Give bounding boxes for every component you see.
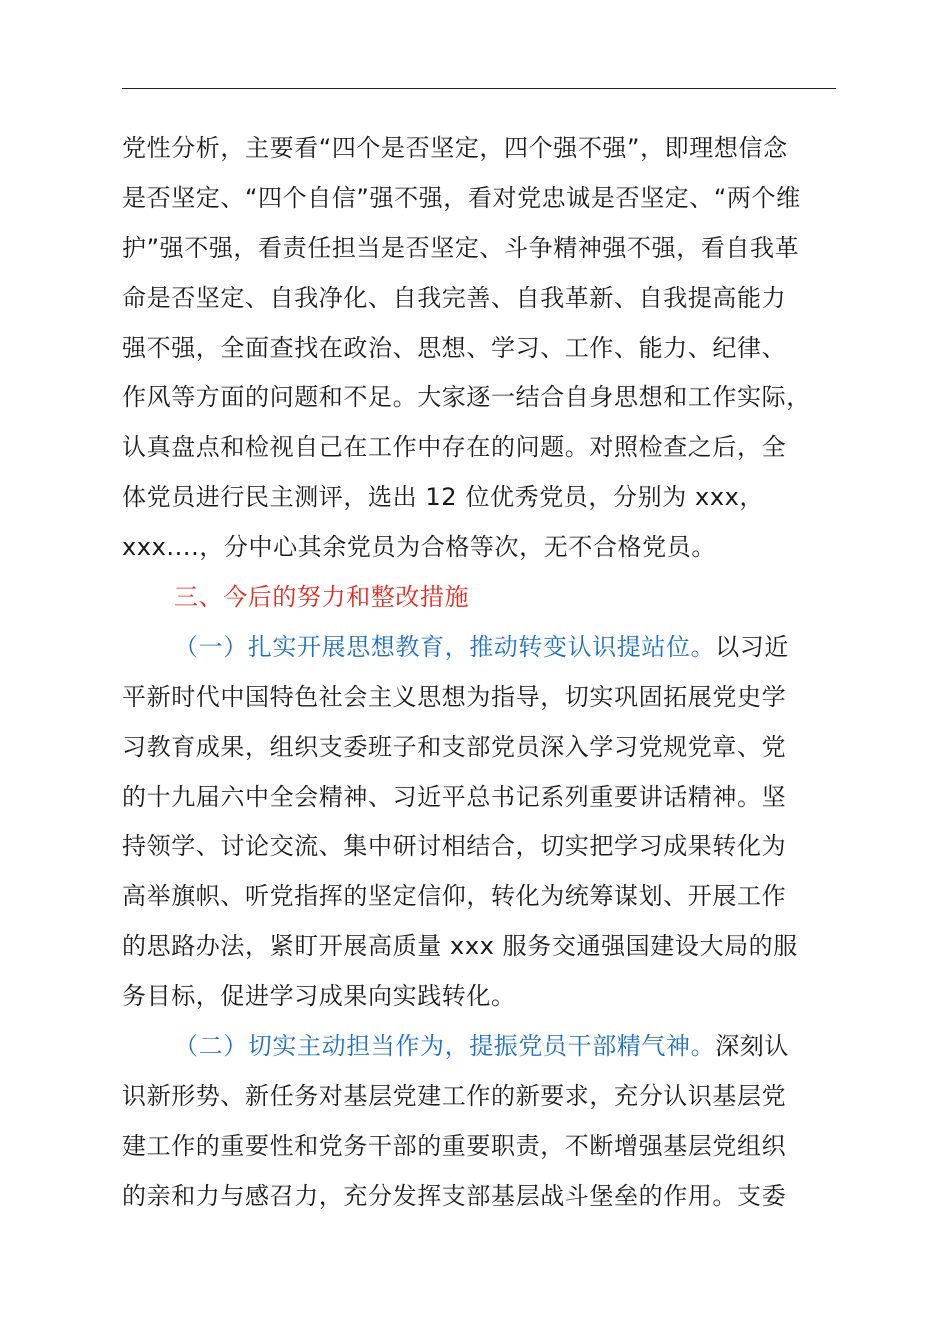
paragraph-item-2 — [122, 1022, 836, 1222]
item-2-first-line-text: 深刻认 — [715, 1032, 790, 1061]
text-line: 平新时代中国特色社会主义思想为指导，切实巩固拓展党史学 — [122, 682, 787, 711]
text-line: 认真盘点和检视自己在工作中存在的问题。对照检查之后，全 — [122, 433, 787, 462]
document-body — [122, 124, 836, 1222]
text-line: 识新形势、新任务对基层党建工作的新要求，充分认识基层党 — [122, 1081, 787, 1110]
text-line: 的十九届六中全会精神、习近平总书记系列重要讲话精神。坚 — [122, 782, 787, 811]
paragraph-item-1 — [122, 623, 836, 1022]
text-line: xxx....，分中心其余党员为合格等次，无不合格党员。 — [122, 533, 716, 562]
text-line: 持领学、讨论交流、集中研讨相结合，切实把学习成果转化为 — [122, 832, 787, 861]
text-line: 务目标，促进学习成果向实践转化。 — [122, 982, 516, 1011]
item-1-first-line-text: 以习近 — [715, 632, 790, 661]
text-line: 强不强，全面查找在政治、思想、学习、工作、能力、纪律、 — [122, 333, 787, 362]
item-2-first-line — [122, 1022, 836, 1072]
item-1-first-line — [122, 623, 836, 673]
text-line: 高举旗帜、听党指挥的坚定信仰，转化为统筹谋划、开展工作 — [122, 882, 787, 911]
text-line: 的思路办法，紧盯开展高质量 xxx 服务交通强国建设大局的服 — [122, 932, 798, 961]
item-1-subheading: （一）扎实开展思想教育，推动转变认识提站位。 — [174, 632, 716, 661]
text-line: 是否坚定、“四个自信”强不强，看对党忠诚是否坚定、“两个维 — [122, 183, 801, 212]
section-heading: 三、今后的努力和整改措施 — [174, 583, 470, 612]
item-2-subheading: （二）切实主动担当作为，提振党员干部精气神。 — [174, 1032, 716, 1061]
text-line: 作风等方面的问题和不足。大家逐一结合自身思想和工作实际， — [122, 383, 811, 412]
header-rule — [122, 88, 836, 89]
paragraph-party-analysis — [122, 124, 836, 573]
text-line: 体党员进行民主测评，选出 12 位优秀党员，分别为 xxx， — [122, 483, 765, 512]
text-line: 习教育成果，组织支委班子和支部党员深入学习党规党章、党 — [122, 732, 787, 761]
text-line: 命是否坚定、自我净化、自我完善、自我革新、自我提高能力 — [122, 283, 787, 312]
text-line: 建工作的重要性和党务干部的重要职责，不断增强基层党组织 — [122, 1131, 787, 1160]
text-line: 党性分析，主要看“四个是否坚定，四个强不强”，即理想信念 — [122, 134, 788, 162]
text-line: 的亲和力与感召力，充分发挥支部基层战斗堡垒的作用。支委 — [122, 1181, 787, 1210]
text-line: 护”强不强，看责任担当是否坚定、斗争精神强不强，看自我革 — [122, 233, 800, 262]
